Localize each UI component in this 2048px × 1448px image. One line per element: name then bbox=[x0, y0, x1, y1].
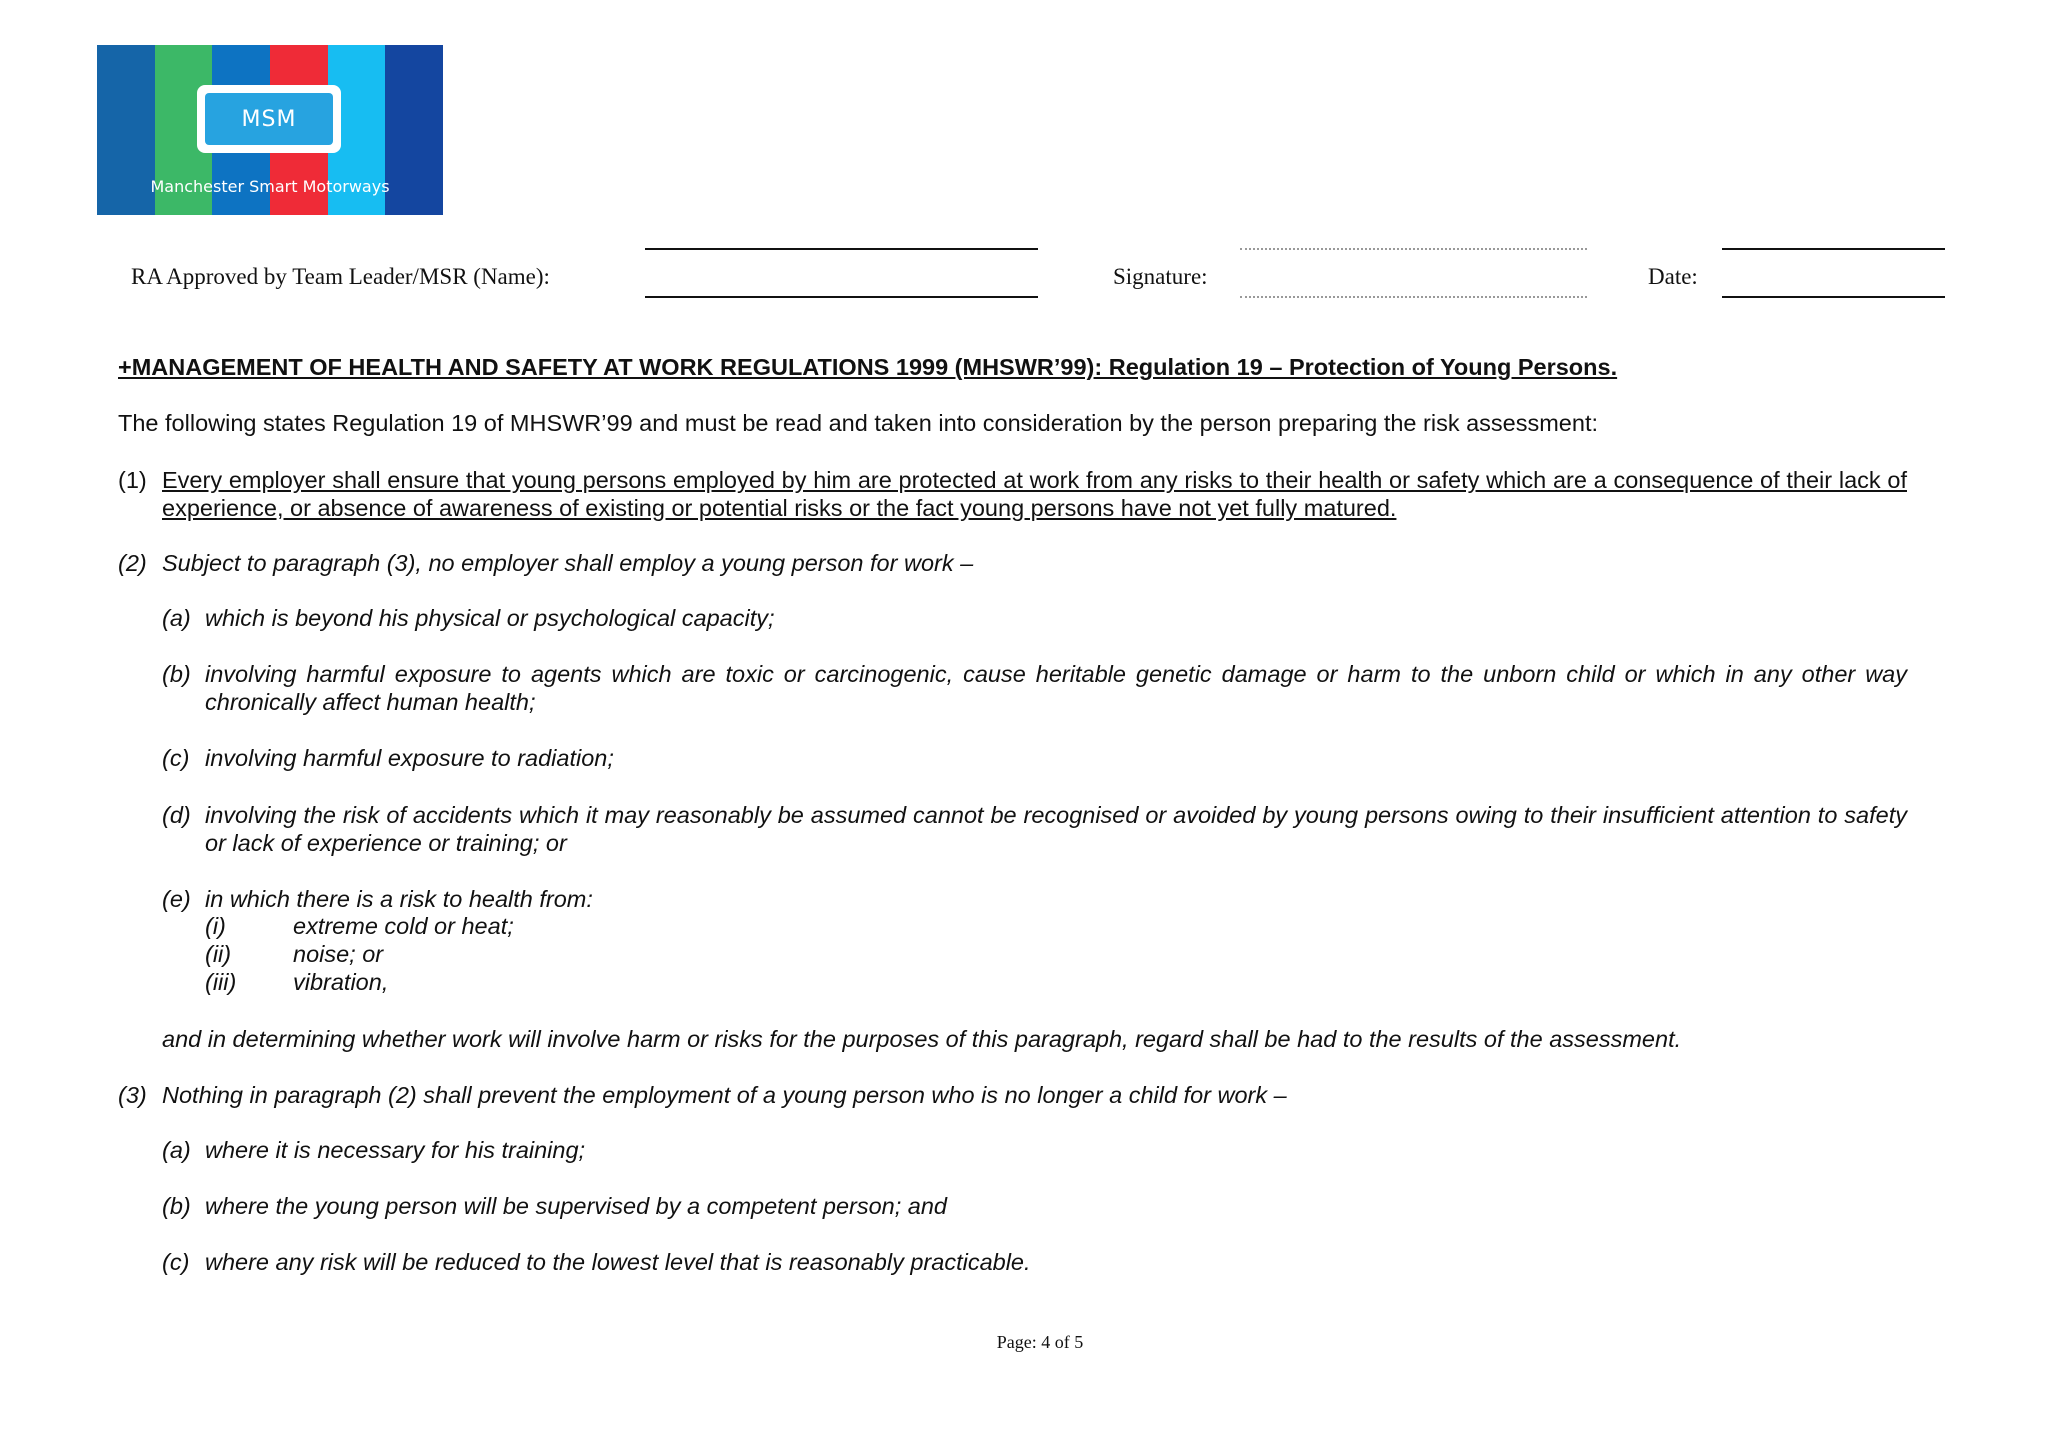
date-label: Date: bbox=[1648, 264, 1698, 289]
approver-name-label: RA Approved by Team Leader/MSR (Name): bbox=[131, 264, 550, 289]
para3-item-text: where any risk will be reduced to the lowest level that is reasonably practicable. bbox=[205, 1249, 1031, 1275]
para2-item-label: (b) bbox=[162, 661, 191, 687]
subitem-label: (i) bbox=[205, 913, 226, 939]
section-heading: +MANAGEMENT OF HEALTH AND SAFETY AT WORK REGULATIONS 1999 (MHSWR’99): Regulation 19 – Protection of Young Persons. bbox=[118, 354, 1618, 380]
name-line-top bbox=[645, 248, 1038, 250]
para3-item-text: where it is necessary for his training; bbox=[205, 1137, 586, 1163]
para2-item-label: (d) bbox=[162, 802, 191, 828]
para1-number: (1) bbox=[118, 467, 147, 493]
para2-closing: and in determining whether work will involve harm or risks for the purposes of this paragraph, regard shall be had to the results of the assessment. bbox=[162, 1026, 1682, 1052]
signature-line-top bbox=[1240, 248, 1587, 250]
para3-item-label: (b) bbox=[162, 1193, 191, 1219]
company-logo bbox=[97, 45, 443, 215]
para2-item-label: (c) bbox=[162, 745, 190, 771]
date-field[interactable] bbox=[1722, 296, 1945, 298]
para3-text: Nothing in paragraph (2) shall prevent the employment of a young person who is no longer a child for work – bbox=[162, 1082, 1287, 1108]
para2-item-label: (a) bbox=[162, 605, 191, 631]
logo-caption: Manchester Smart Motorways bbox=[150, 177, 390, 196]
page-number: Page: 4 of 5 bbox=[996, 1332, 1084, 1352]
logo-mark: MSM bbox=[205, 93, 333, 145]
intro-text: The following states Regulation 19 of MHSWR’99 and must be read and taken into consideration by the person preparing the risk assessment: bbox=[118, 410, 1599, 436]
date-line-top bbox=[1722, 248, 1945, 250]
subitem-text: noise; or bbox=[293, 941, 384, 967]
para3-item-text: where the young person will be supervised by a competent person; and bbox=[205, 1193, 948, 1219]
subitem-label: (iii) bbox=[205, 969, 237, 995]
logo-badge bbox=[197, 85, 341, 153]
para2-item-text: in which there is a risk to health from: bbox=[205, 886, 593, 912]
para2-number: (2) bbox=[118, 550, 147, 576]
para2-item-text: involving the risk of accidents which it may reasonably be assumed cannot be recognised or avoided by young persons owing to their insufficient attention to safety or lack of experience or training; or bbox=[205, 802, 1907, 856]
signature-field[interactable] bbox=[1240, 296, 1587, 298]
para2-item-label: (e) bbox=[162, 886, 191, 912]
para2-item-text: which is beyond his physical or psychological capacity; bbox=[205, 605, 775, 631]
para2-item-text: involving harmful exposure to radiation; bbox=[205, 745, 614, 771]
subitem-text: extreme cold or heat; bbox=[293, 913, 514, 939]
subitem-text: vibration, bbox=[293, 969, 389, 995]
name-field[interactable] bbox=[645, 296, 1038, 298]
signature-label: Signature: bbox=[1113, 264, 1208, 289]
para2-text: Subject to paragraph (3), no employer shall employ a young person for work – bbox=[162, 550, 974, 576]
para3-item-label: (a) bbox=[162, 1137, 191, 1163]
para2-item-text: involving harmful exposure to agents which are toxic or carcinogenic, cause heritable genetic damage or harm to the unborn child or which in any other way chronically affect human health; bbox=[205, 661, 1907, 715]
subitem-label: (ii) bbox=[205, 941, 232, 967]
para3-item-label: (c) bbox=[162, 1249, 190, 1275]
para3-number: (3) bbox=[118, 1082, 147, 1108]
para1-text: Every employer shall ensure that young persons employed by him are protected at work from any risks to their health or safety which are a consequence of their lack of experience, or absence of awareness of existing or potential risks or the fact young persons have not yet fully matured. bbox=[162, 467, 1907, 521]
